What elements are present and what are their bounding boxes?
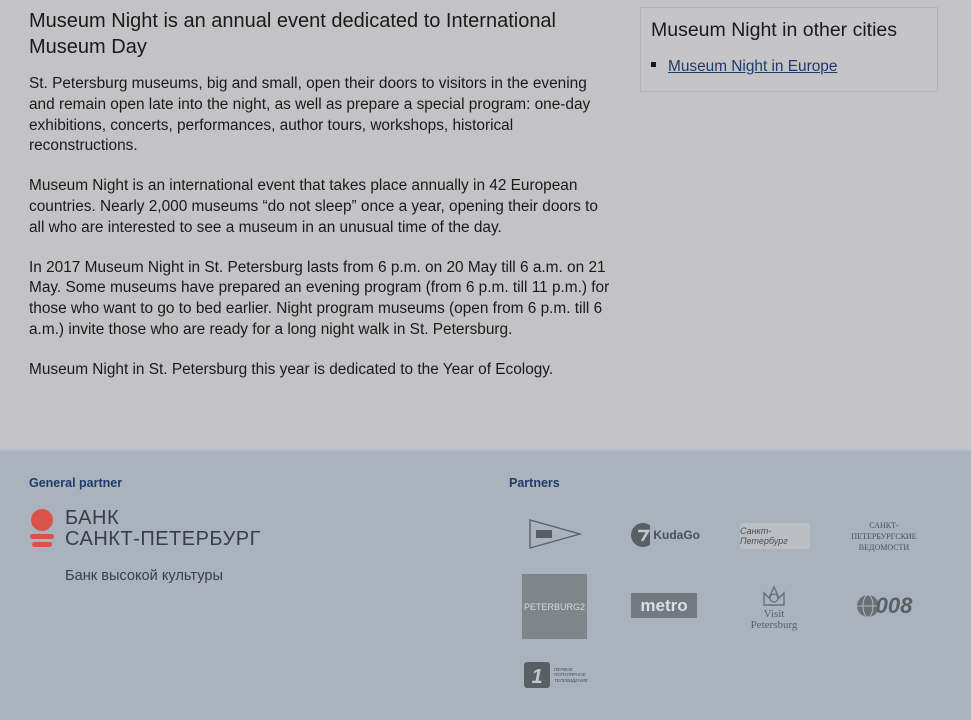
sankt-peterburg-ru-text: Санкт-Петербург <box>740 526 788 546</box>
article-paragraph: Museum Night is an international event that takes place annually in 42 European countries. Nearly 2,000 museums “do not sleep” once a year, opening their doors to all who are interested to see a museum in an unusual time of the day. <box>29 177 598 236</box>
peterburg2-text: PETERBURG2 <box>523 601 585 612</box>
general-partner-title: General partner <box>29 476 123 490</box>
one-icon <box>522 660 552 690</box>
footer <box>0 449 971 720</box>
museum-night-europe-link[interactable]: Museum Night in Europe <box>668 58 838 75</box>
partner-peterburg2-logo[interactable] <box>522 574 587 639</box>
partner-visit-petersburg-logo[interactable] <box>738 579 810 635</box>
metro-text: metro <box>640 595 688 615</box>
partner-flag-logo[interactable] <box>527 517 583 551</box>
article-title: Museum Night is an annual event dedicated to International Museum Day <box>29 10 557 58</box>
list-item <box>651 58 837 76</box>
kudago-text: KudaGo <box>653 528 700 542</box>
partner-sankt-peterburg-ru-logo[interactable] <box>740 523 810 549</box>
article-paragraph: St. Petersburg museums, big and small, open their doors to visitors in the evening and remain open late into the night, as well as prepare a special program: one-day exhibitions, concerts, performances, author tours, workshops, historical reconstructions. <box>29 75 591 155</box>
crown-icon <box>760 583 788 609</box>
other-cities-title: Museum Night in other cities <box>651 19 898 41</box>
partner-pervoe-populyarnoe-logo[interactable] <box>522 659 588 691</box>
kudago-icon <box>630 522 650 548</box>
other-cities-panel <box>640 7 938 92</box>
bank-emblem-icon <box>29 508 55 550</box>
svg-text:1: 1 <box>531 666 543 688</box>
article <box>29 8 614 400</box>
bank-name-line1: БАНК <box>65 507 120 529</box>
bank-tagline: Банк высокой культуры <box>65 568 223 584</box>
spb-vedomosti-text: САНКТ-ПЕТЕРБУРГСКИЕ ВЕДОМОСТИ <box>851 520 917 552</box>
visit-petersburg-text: Visit Petersburg <box>750 608 798 631</box>
pervoe-populyarnoe-text: ПЕРВОЕ ПОПУЛЯРНОЕ ТЕЛЕВИДЕНИЕ <box>554 666 588 683</box>
partner-spb-vedomosti-logo[interactable] <box>848 521 920 551</box>
partners-title: Partners <box>509 476 560 490</box>
bank-name-line2: САНКТ-ПЕТЕРБУРГ <box>65 528 261 550</box>
partner-metro-logo[interactable] <box>631 593 697 618</box>
partner-kudago-logo[interactable] <box>630 521 700 549</box>
bullet-icon <box>651 62 656 67</box>
partner-008-logo[interactable] <box>850 591 918 621</box>
article-paragraph: In 2017 Museum Night in St. Petersburg lasts from 6 p.m. on 20 May till 6 a.m. on 21 May. Some museums have prepared an evening program (from 6 p.m. till 11 p.m.) for those who want to go to bed earlier. Night program museums (open from 6 p.m. till 6 a.m.) invite those who are ready for a long night walk in St. Petersburg. <box>29 258 610 338</box>
article-paragraph: Museum Night in St. Petersburg this year is dedicated to the Year of Ecology. <box>29 360 554 378</box>
008-text: 008 <box>875 593 913 618</box>
flag-logo-icon <box>528 518 582 550</box>
other-cities-list <box>651 58 837 76</box>
bank-name <box>65 508 261 550</box>
bank-spb-logo[interactable] <box>29 508 269 588</box>
